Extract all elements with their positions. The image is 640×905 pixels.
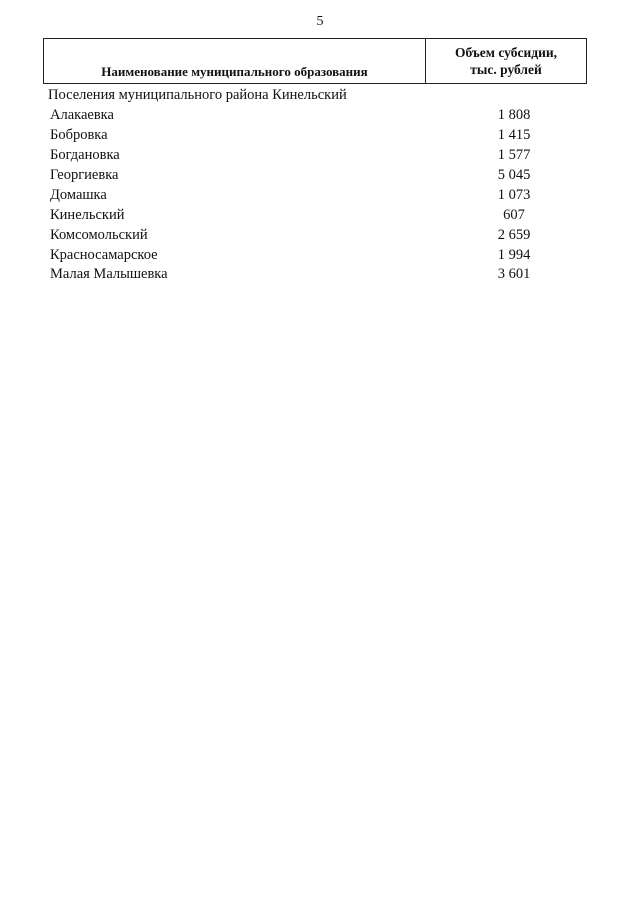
table-row (43, 265, 587, 285)
row-label: Бобровка (50, 127, 108, 144)
table-body (43, 86, 587, 285)
table-row (43, 126, 587, 146)
row-value: 1 808 (497, 107, 531, 124)
row-value: 1 415 (497, 127, 531, 144)
row-label: Комсомольский (50, 226, 148, 243)
table-row (43, 185, 587, 205)
subsidy-table (43, 38, 587, 285)
table-row (43, 106, 587, 126)
table-row (43, 225, 587, 245)
row-label: Богдановка (50, 147, 120, 164)
row-value: 607 (503, 206, 525, 223)
row-value: 1 994 (497, 246, 531, 263)
section-row (43, 86, 587, 106)
row-label: Домашка (50, 186, 107, 203)
row-value: 3 601 (497, 266, 531, 283)
column-header-amount: Объем субсидии, тыс. рублей (454, 45, 557, 77)
row-label: Малая Малышевка (50, 266, 168, 283)
row-value: 2 659 (497, 226, 531, 243)
row-label: Кинельский (50, 206, 125, 223)
table-row (43, 146, 587, 166)
table-header (43, 38, 587, 84)
row-label: Алакаевка (50, 107, 114, 124)
row-label: Красносамарское (50, 246, 158, 263)
row-label: Георгиевка (50, 167, 119, 183)
row-label: Поселения муниципального района Кинельский (48, 87, 347, 104)
column-header-name: Наименование муниципального образования (44, 39, 426, 83)
table-row (43, 205, 587, 225)
row-value: 1 577 (497, 147, 531, 164)
row-value: 1 073 (497, 186, 531, 203)
table-row (43, 166, 587, 186)
table-row (43, 245, 587, 265)
page-number: 5 (316, 14, 324, 29)
row-value: 5 045 (497, 167, 531, 183)
